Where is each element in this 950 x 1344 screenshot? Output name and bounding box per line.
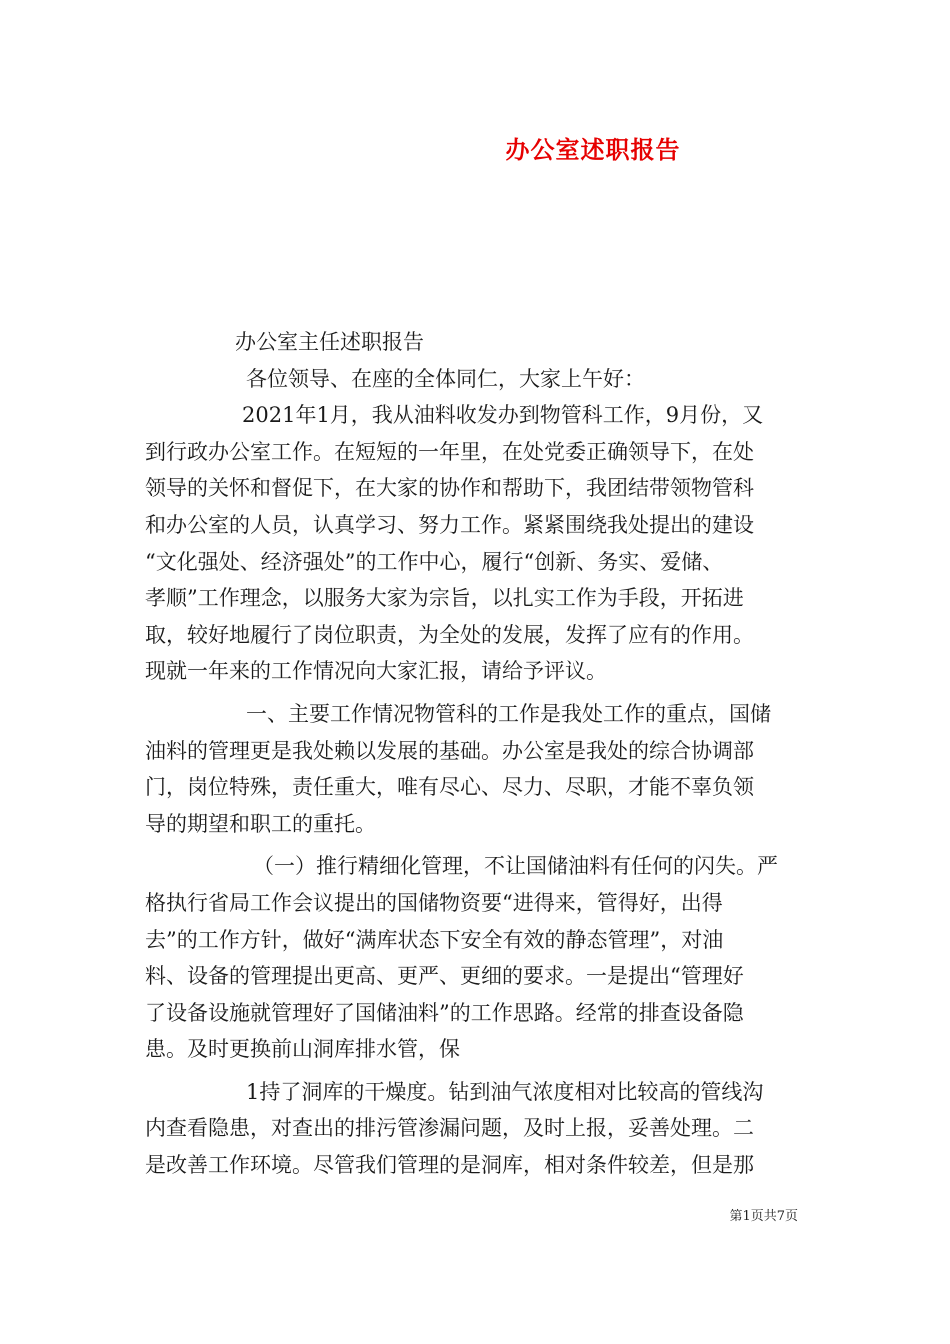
page-number: 第1页共7页	[729, 1209, 798, 1224]
body-line: 油料的管理更是我处赖以发展的基础。办公室是我处的综合协调部	[145, 738, 754, 763]
body-line: 内查看隐患，对查出的排污管渗漏问题，及时上报，妥善处理。二	[145, 1116, 754, 1141]
body-line: 领导的关怀和督促下，在大家的协作和帮助下，我团结带领物管科	[145, 476, 754, 501]
body-line: 门，岗位特殊，责任重大，唯有尽心、尽力、尽职，才能不辜负领	[145, 775, 754, 800]
body-line: 到行政办公室工作。在短短的一年里，在处党委正确领导下，在处	[145, 439, 754, 464]
body-line: 现就一年来的工作情况向大家汇报，请给予评议。	[145, 659, 607, 684]
body-line: 和办公室的人员，认真学习、努力工作。紧紧围绕我处提出的建设	[145, 512, 754, 537]
body-line: 料、设备的管理提出更高、更严、更细的要求。一是提出“管理好	[145, 964, 744, 989]
document-body	[145, 324, 813, 1184]
document-title: 办公室述职报告	[505, 135, 681, 164]
body-line: 是改善工作环境。尽管我们管理的是洞库，相对条件较差，但是那	[145, 1153, 754, 1178]
body-line: （一）推行精细化管理，不让国储油料有任何的闪失。严	[253, 854, 778, 879]
body-line: 导的期望和职工的重托。	[145, 811, 376, 836]
body-line: 办公室主任述职报告	[235, 330, 424, 354]
body-line: 一、主要工作情况物管科的工作是我处工作的重点，国储	[246, 701, 771, 726]
body-line: 各位领导、在座的全体同仁，大家上午好：	[246, 366, 645, 391]
body-line: 了设备设施就管理好了国储油料”的工作思路。经常的排查设备隐	[145, 1000, 744, 1025]
body-line: 孝顺”工作理念，以服务大家为宗旨，以扎实工作为手段，开拓进	[145, 586, 744, 611]
body-line: “文化强处、经济强处”的工作中心，履行“创新、务实、爱储、	[145, 549, 724, 574]
body-line: 2021年1月，我从油料收发办到物管科工作，9月份，又	[242, 403, 764, 428]
body-line: 1持了洞库的干燥度。钻到油气浓度相对比较高的管线沟	[246, 1079, 764, 1104]
body-line: 取，较好地履行了岗位职责，为全处的发展，发挥了应有的作用。	[145, 622, 754, 647]
body-line: 去”的工作方针，做好“满库状态下安全有效的静态管理”，对油	[145, 927, 724, 952]
body-line: 格执行省局工作会议提出的国储物资要“进得来，管得好，出得	[145, 890, 723, 915]
body-line: 患。及时更换前山洞库排水管，保	[145, 1037, 460, 1062]
